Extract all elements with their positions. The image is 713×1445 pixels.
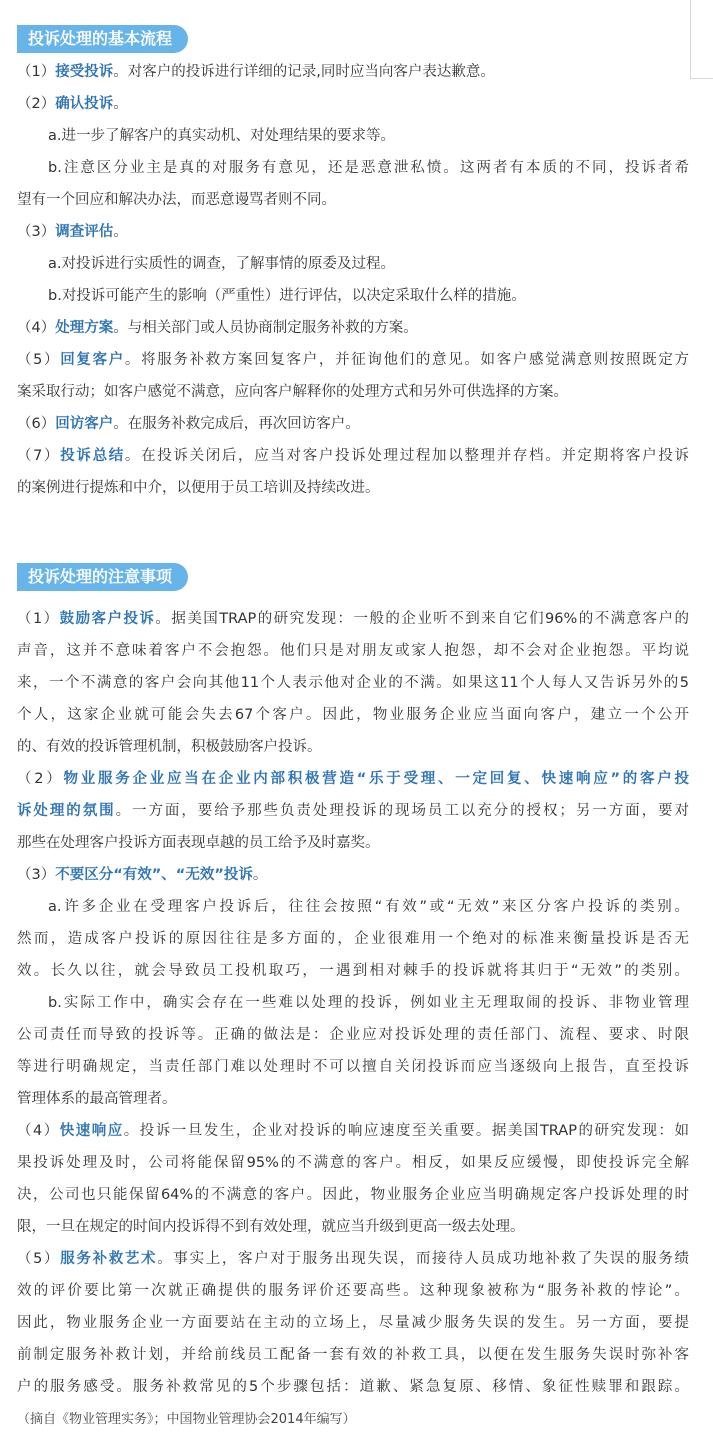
s2-item3b-line: 等进行明确规定，当责任部门难以处理时不可以擅自关闭投诉而应当逐级向上报告，直至投诉 (17, 1059, 689, 1075)
s2-item3b-line: 管理体系的最高管理者。 (17, 1091, 177, 1107)
s2-item5-line: 户的服务感受。服务补救常见的5个步骤包括：道歉、紧急复原、移情、象征性赎罪和跟踪。 (17, 1379, 689, 1395)
s1-item6: （6）回访客户。在服务补救完成后，再次回访客户。 (17, 416, 360, 432)
s2-item1: （1）鼓励客户投诉。据美国TRAP的研究发现：一般的企业听不到来自它们96%的不满意客户的 (17, 611, 690, 627)
s1-item3a: a.对投诉进行实质性的调查，了解事情的原委及过程。 (48, 256, 395, 272)
s2-item5: （5）服务补救艺术。事实上，客户对于服务出现失误，而接待人员成功地补救了失误的服务绩 (17, 1251, 690, 1267)
s2-item3a: a.许多企业在受理客户投诉后，往往会按照“有效”或“无效”来区分客户投诉的类别。 (48, 899, 689, 915)
s1-item7-cont: 的案例进行提炼和中介，以便用于员工培训及持续改进。 (17, 480, 380, 496)
s2-item2-line: 那些在处理客户投诉方面表现卓越的员工给予及时嘉奖。 (17, 835, 380, 851)
s1-item2: （2）确认投诉。 (17, 96, 128, 112)
s2-item1-line: 声音，这并不意味着客户不会抱怨。他们只是对朋友或家人抱怨，却不会对企业抱怨。平均说 (17, 643, 689, 659)
s2-item4-line: 果投诉处理及时，公司将能保留95%的不满意的客户。相反，如果反应缓慢，即使投诉完全解 (17, 1155, 689, 1171)
s2-item4-line: 限，一旦在规定的时间内投诉得不到有效处理，就应当升级到更高一级去处理。 (17, 1219, 525, 1235)
s2-item5-line: 前制定服务补救计划，并给前线员工配备一套有效的补救工具，以便在发生服务失误时弥补客 (17, 1347, 689, 1363)
section1-title: 投诉处理的基本流程 (17, 25, 188, 53)
s2-item3: （3）不要区分“有效”、“无效”投诉。 (17, 867, 268, 883)
s1-item3: （3）调查评估。 (17, 224, 128, 240)
s1-item4: （4）处理方案。与相关部门或人员协商制定服务补救的方案。 (17, 320, 418, 336)
s2-item2-cont: 诉处理的氛围。一方面，要给予那些负责处理投诉的现场员工以充分的授权；另一方面，要对 (17, 803, 689, 819)
s1-item5: （5）回复客户。将服务补救方案回复客户，并征询他们的意见。如客户感觉满意则按照既定方 (17, 352, 690, 368)
s2-item2: （2）物业服务企业应当在企业内部积极营造“乐于受理、一定回复、快速响应”的客户投 (17, 771, 689, 787)
s1-item3b: b.对投诉可能产生的影响（严重性）进行评估，以决定采取什么样的措施。 (48, 288, 526, 304)
s1-item2b: b.注意区分业主是真的对服务有意见，还是恶意泄私愤。这两者有本质的不同，投诉者希 (48, 160, 689, 176)
s1-item1: （1）接受投诉。对客户的投诉进行详细的记录,同时应当向客户表达歉意。 (17, 64, 495, 80)
s2-item3a-line: 然而，造成客户投诉的原因往往是多方面的，企业很难用一个绝对的标准来衡量投诉是否无 (17, 931, 689, 947)
s2-item3b: b.实际工作中，确实会存在一些难以处理的投诉，例如业主无理取闹的投诉、非物业管理 (48, 995, 689, 1011)
s2-item1-line: 来，一个不满意的客户会向其他11个人表示他对企业的不满。如果这11个人每人又告诉另外的5 (17, 675, 689, 691)
s2-item4-line: 决，公司也只能保留64%的不满意的客户。因此，物业服务企业应当明确规定客户投诉处理的时 (17, 1187, 689, 1203)
section2-title: 投诉处理的注意事项 (17, 563, 188, 591)
s2-item1-line: 的、有效的投诉管理机制，积极鼓励客户投诉。 (17, 739, 322, 755)
s2-item3b-line: 公司责任而导致的投诉等。正确的做法是：企业应对投诉处理的责任部门、流程、要求、时限 (17, 1027, 689, 1043)
s1-item2a: a.进一步了解客户的真实动机、对处理结果的要求等。 (48, 128, 395, 144)
s1-item7: （7）投诉总结。在投诉关闭后，应当对客户投诉处理过程加以整理并存档。并定期将客户投诉 (17, 448, 690, 464)
s1-item5-cont: 案采取行动；如客户感觉不满意，应向客户解释你的处理方式和另外可供选择的方案。 (17, 384, 568, 400)
s1-item2b-cont: 望有一个回应和解决办法，而恶意谩骂者则不同。 (17, 192, 336, 208)
s2-item5-line: 因此，物业服务企业一方面要站在主动的立场上，尽量减少服务失误的发生。另一方面，要提 (17, 1315, 689, 1331)
source-note: （摘自《物业管理实务》；中国物业管理协会2014年编写） (17, 1412, 356, 1427)
side-scroll-edge (690, 0, 713, 79)
s2-item4: （4）快速响应。投诉一旦发生，企业对投诉的响应速度至关重要。据美国TRAP的研究发现：如 (17, 1123, 689, 1139)
s2-item1-line: 个人，这家企业就可能会失去67个客户。因此，物业服务企业应当面向客户，建立一个公开 (17, 707, 689, 723)
s2-item5-line: 效的评价要比第一次就正确提供的服务评价还要高些。这种现象被称为“服务补救的悖论”。 (17, 1283, 689, 1299)
s2-item3a-line: 效。长久以往，就会导致员工投机取巧，一遇到相对棘手的投诉就将其归于“无效”的类别。 (17, 963, 689, 979)
